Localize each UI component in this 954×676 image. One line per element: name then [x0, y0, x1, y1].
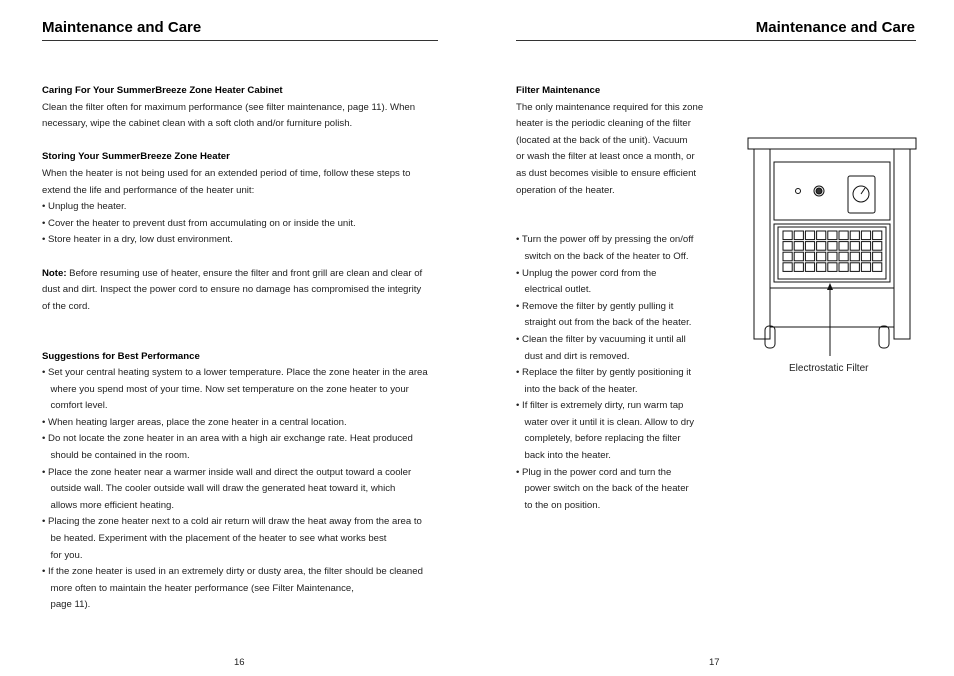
filter-grid-cell: [873, 263, 882, 272]
storing-text: [42, 166, 442, 199]
filter-grid-cell: [873, 231, 882, 240]
filter-line: The only maintenance required for this zone: [516, 101, 704, 113]
filter-grid-cell: [861, 231, 870, 240]
filter-step-line: to the on position.: [524, 499, 601, 511]
suggestion-item: [42, 365, 442, 415]
note-line: of the cord.: [42, 300, 90, 312]
storing-bullets: [42, 199, 442, 249]
filter-grid-cell: [817, 231, 826, 240]
note-label: Note:: [42, 267, 67, 279]
suggestion-item-line: more often to maintain the heater performance (see Filter Maintenance,: [50, 582, 354, 594]
right-title-rule: [516, 40, 916, 41]
suggestion-item: [42, 465, 442, 515]
filter-grid-cell: [861, 263, 870, 272]
storing-line: When the heater is not being used for an extended period of time, follow these steps to: [42, 167, 411, 179]
storing-bullet: • Unplug the heater.: [42, 201, 127, 213]
heater-illustration: [745, 136, 920, 356]
filter-grid-cell: [805, 231, 814, 240]
filter-grid-cell: [794, 242, 803, 251]
filter-grid-cell: [828, 231, 837, 240]
suggestion-item-line: • Set your central heating system to a lower temperature. Place the zone heater in the area: [42, 367, 428, 379]
suggestions-heading: Suggestions for Best Performance: [42, 350, 200, 362]
filter-step-line: dust and dirt is removed.: [524, 350, 630, 362]
filter-step-line: • Clean the filter by vacuuming it until all: [516, 333, 686, 345]
filter-step-line: • Turn the power off by pressing the on/off: [516, 234, 694, 246]
filter-step-line: completely, before replacing the filter: [524, 433, 681, 445]
filter-grid-cell: [839, 252, 848, 261]
filter-step-line: straight out from the back of the heater.: [524, 317, 692, 329]
suggestions-list: [42, 365, 442, 614]
note-paragraph: [42, 266, 442, 283]
caring-text: [42, 100, 442, 133]
filter-grid-cell: [861, 242, 870, 251]
filter-grid-cell: [794, 263, 803, 272]
filter-grid-cell: [783, 231, 792, 240]
note-text: [42, 282, 442, 315]
filter-step: [516, 232, 716, 265]
filter-grid-cell: [805, 252, 814, 261]
suggestion-item-line: comfort level.: [50, 400, 108, 412]
filter-grid-cell: [817, 263, 826, 272]
filter-step: [516, 365, 716, 398]
suggestion-item-line: page 11).: [50, 599, 91, 611]
filter-grid-cell: [861, 252, 870, 261]
right-page-body: [516, 83, 716, 514]
filter-grid-cell: [805, 263, 814, 272]
filter-grid-cell: [850, 263, 859, 272]
suggestion-item-line: should be contained in the room.: [50, 450, 190, 462]
filter-step-line: • Plug in the power cord and turn the: [516, 466, 672, 478]
filter-grid-cell: [783, 242, 792, 251]
filter-grid-cell: [828, 242, 837, 251]
left-page-body: [42, 83, 442, 614]
filter-step-line: electrical outlet.: [524, 284, 592, 296]
suggestion-item-line: allows more efficient heating.: [50, 499, 175, 511]
right-page-number: 17: [709, 657, 720, 668]
filter-grid-cell: [817, 242, 826, 251]
filter-step-line: power switch on the back of the heater: [524, 483, 689, 495]
filter-grid-cell: [805, 242, 814, 251]
filter-caption: Electrostatic Filter: [789, 363, 869, 374]
storing-line: extend the life and performance of the heater unit:: [42, 184, 255, 196]
left-page-number: 16: [234, 657, 245, 668]
suggestion-item: [42, 415, 442, 432]
filter-grid-cell: [817, 252, 826, 261]
filter-step-line: back into the heater.: [524, 450, 611, 462]
filter-line: as dust becomes visible to ensure efficient: [516, 167, 697, 179]
filter-grid-cell: [850, 252, 859, 261]
filter-line: operation of the heater.: [516, 184, 615, 196]
filter-line: (located at the back of the unit). Vacuum: [516, 134, 688, 146]
filter-grid-cell: [839, 263, 848, 272]
caring-heading: Caring For Your SummerBreeze Zone Heater Cabinet: [42, 85, 283, 96]
storing-bullet: • Store heater in a dry, low dust environment.: [42, 234, 233, 246]
filter-step: [516, 299, 716, 332]
filter-grid-cell: [794, 252, 803, 261]
filter-line: or wash the filter at least once a month, or: [516, 151, 695, 163]
suggestion-item: [42, 431, 442, 464]
storing-heading: Storing Your SummerBreeze Zone Heater: [42, 151, 230, 163]
filter-grid-cell: [873, 252, 882, 261]
right-page-title: Maintenance and Care: [755, 19, 915, 36]
suggestion-item-line: where you spend most of your time. Now set temperature on the zone heater to your: [50, 383, 409, 395]
suggestion-item-line: • Do not locate the zone heater in an area with a high air exchange rate. Heat produced: [42, 433, 413, 445]
filter-step-line: water over it until it is clean. Allow to dry: [524, 416, 695, 428]
filter-grid-cell: [783, 252, 792, 261]
caring-line: Clean the filter often for maximum performance (see filter maintenance, page 11). When: [42, 101, 416, 113]
filter-step: [516, 266, 716, 299]
filter-grid-cell: [828, 263, 837, 272]
storing-bullet: • Cover the heater to prevent dust from accumulating on or inside the unit.: [42, 217, 356, 229]
suggestion-item-line: for you.: [50, 549, 83, 561]
filter-step: [516, 332, 716, 365]
filter-text: [516, 100, 716, 200]
filter-grid-cell: [794, 231, 803, 240]
filter-grid-cell: [850, 231, 859, 240]
filter-grid-cell: [828, 252, 837, 261]
filter-heading: Filter Maintenance: [516, 85, 601, 96]
filter-step-line: • Remove the filter by gently pulling it: [516, 300, 674, 312]
left-title-rule: [42, 40, 438, 41]
suggestion-item-line: outside wall. The cooler outside wall will draw the generated heat toward it, which: [50, 483, 396, 495]
filter-steps-list: [516, 232, 716, 514]
filter-step: [516, 465, 716, 515]
suggestion-item-line: • If the zone heater is used in an extremely dirty or dusty area, the filter should be cleaned: [42, 566, 423, 578]
note-first-line: Before resuming use of heater, ensure the filter and front grill are clean and clear of: [66, 267, 423, 279]
suggestion-item-line: • When heating larger areas, place the zone heater in a central location.: [42, 416, 347, 428]
filter-grid-cell: [783, 263, 792, 272]
filter-step: [516, 398, 716, 464]
suggestion-item-line: be heated. Experiment with the placement of the heater to see what works best: [50, 533, 387, 545]
filter-step-line: into the back of the heater.: [524, 383, 638, 395]
suggestion-item-line: • Placing the zone heater next to a cold air return will draw the heat away from the area to: [42, 516, 422, 528]
filter-step-line: • Replace the filter by gently positioning it: [516, 367, 692, 379]
filter-grid-cell: [850, 242, 859, 251]
filter-step-line: • If filter is extremely dirty, run warm tap: [516, 400, 684, 412]
filter-grid-cell: [873, 242, 882, 251]
suggestion-item: [42, 514, 442, 564]
filter-grid-cell: [839, 242, 848, 251]
filter-step-line: • Unplug the power cord from the: [516, 267, 657, 279]
note-line: dust and dirt. Inspect the power cord to ensure no damage has compromised the integrity: [42, 284, 422, 296]
filter-grid-cell: [839, 231, 848, 240]
left-page-title: Maintenance and Care: [42, 19, 202, 36]
suggestion-item-line: • Place the zone heater near a warmer inside wall and direct the output toward a cooler: [42, 466, 412, 478]
filter-line: heater is the periodic cleaning of the filter: [516, 118, 691, 130]
suggestion-item: [42, 564, 442, 614]
caring-line: necessary, wipe the cabinet clean with a soft cloth and/or furniture polish.: [42, 118, 353, 130]
filter-step-line: switch on the back of the heater to Off.: [524, 250, 689, 262]
